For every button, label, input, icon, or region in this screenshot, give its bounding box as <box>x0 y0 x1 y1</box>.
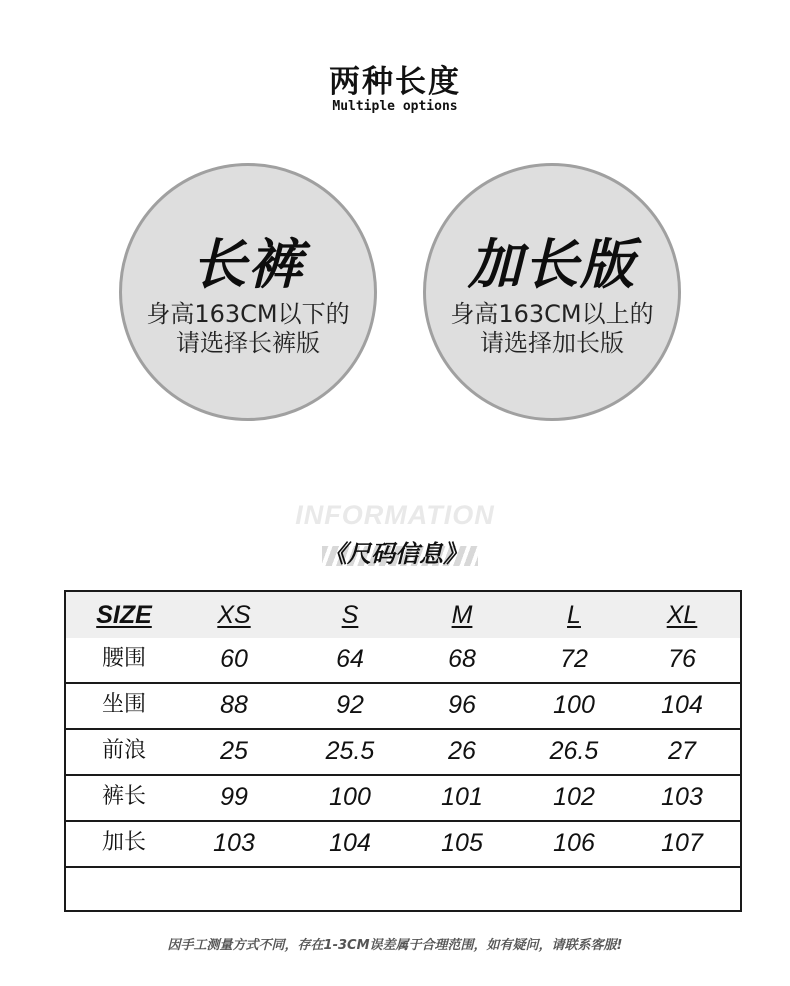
option-long-circle <box>423 163 681 421</box>
table-cell: 92 <box>336 691 364 719</box>
table-row-label: 加长 <box>101 830 146 855</box>
table-cell: 100 <box>329 783 371 811</box>
information-watermark: INFORMATION <box>295 500 495 530</box>
table-cell: 101 <box>441 783 483 811</box>
table-header-cell: M <box>451 601 473 629</box>
table-row-label: 坐围 <box>101 692 146 717</box>
option-desc-line: 身高163CM以下的 <box>146 300 350 328</box>
table-cell: 88 <box>220 691 248 719</box>
option-regular-circle <box>119 163 377 421</box>
table-cell: 64 <box>336 645 364 673</box>
table-cell: 25.5 <box>325 737 375 765</box>
option-description <box>122 300 374 358</box>
header-title: 两种长度 <box>329 64 461 100</box>
table-cell: 76 <box>668 645 696 673</box>
table-row <box>66 636 740 682</box>
table-cell: 103 <box>661 783 703 811</box>
table-row-label: 腰围 <box>101 646 146 671</box>
table-cell: 104 <box>329 829 371 857</box>
header-subtitle: Multiple options <box>332 99 458 114</box>
table-cell: 106 <box>553 829 595 857</box>
table-row <box>66 820 740 866</box>
option-desc-line: 请选择加长版 <box>480 329 624 357</box>
size-table <box>64 590 742 912</box>
table-header-cell: XS <box>217 601 251 629</box>
table-cell: 26.5 <box>549 737 599 765</box>
option-desc-line: 身高163CM以上的 <box>450 300 654 328</box>
table-cell: 27 <box>668 737 696 765</box>
table-cell: 104 <box>661 691 703 719</box>
table-cell: 105 <box>441 829 483 857</box>
table-cell: 26 <box>448 737 476 765</box>
option-title: 长裤 <box>192 233 304 296</box>
table-header-cell: S <box>341 601 359 629</box>
table-cell: 25 <box>220 737 248 765</box>
table-cell: 102 <box>553 783 595 811</box>
table-cell: 107 <box>661 829 703 857</box>
table-row-label: 前浪 <box>101 738 146 763</box>
table-cell: 60 <box>220 645 248 673</box>
table-cell: 103 <box>213 829 255 857</box>
table-row <box>66 774 740 820</box>
table-cell: 96 <box>448 691 476 719</box>
table-header-row <box>66 592 740 638</box>
table-cell: 72 <box>560 645 588 673</box>
table-cell: 100 <box>553 691 595 719</box>
table-cell: 68 <box>448 645 476 673</box>
option-desc-line: 请选择长裤版 <box>176 329 320 357</box>
measurement-note: 因手工测量方式不同，存在1-3CM误差属于合理范围，如有疑问，请联系客服! <box>167 938 623 953</box>
table-header-cell: SIZE <box>96 601 152 629</box>
size-info-title: 《尺码信息》 <box>323 540 467 568</box>
table-header-cell: L <box>567 601 581 629</box>
table-divider <box>66 866 740 868</box>
table-row-label: 裤长 <box>101 784 146 809</box>
table-cell: 99 <box>220 783 248 811</box>
option-title: 加长版 <box>468 233 636 296</box>
option-description <box>426 300 678 358</box>
table-row <box>66 682 740 728</box>
table-header-cell: XL <box>666 601 698 629</box>
table-row <box>66 728 740 774</box>
